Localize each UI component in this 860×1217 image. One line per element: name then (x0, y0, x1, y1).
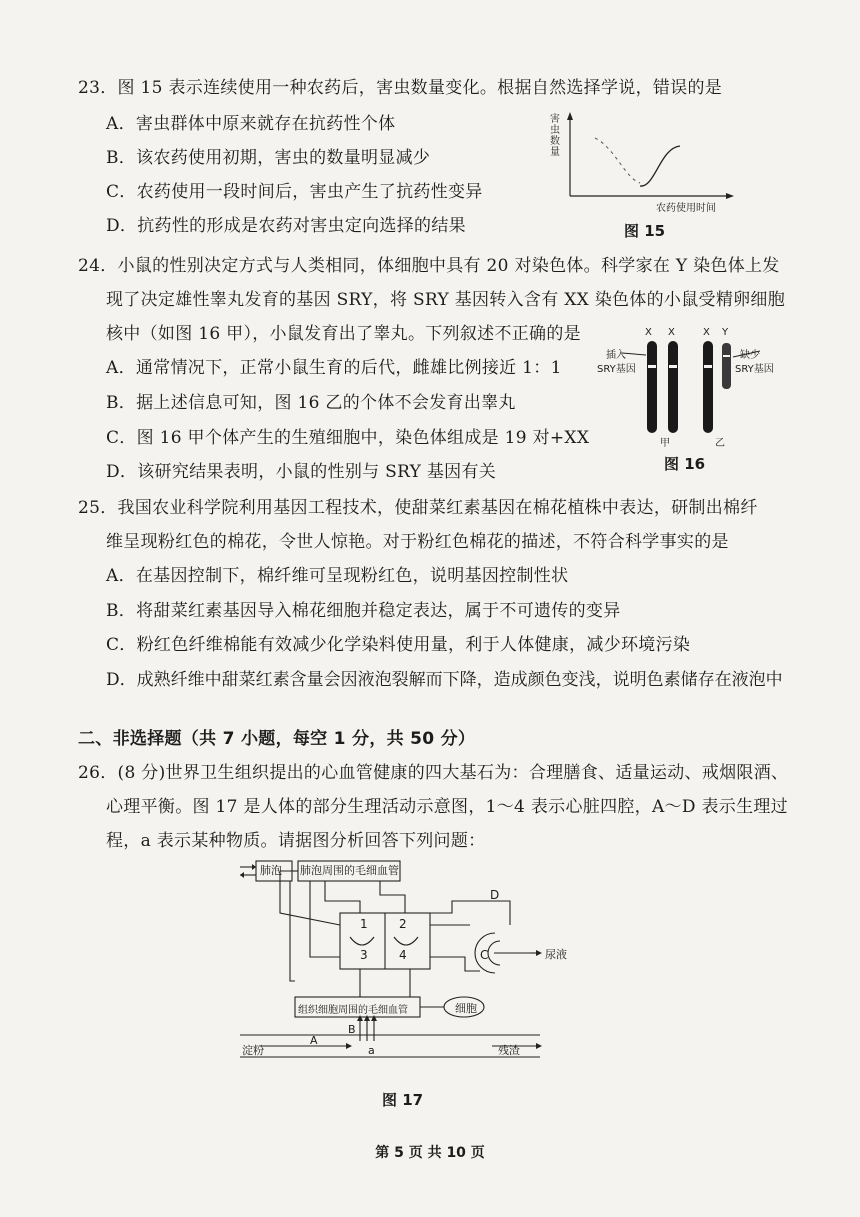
chromosome-x-3-label: X (703, 327, 710, 338)
figure-15-ylabel: 害虫数量 (550, 114, 560, 158)
q23-option-d: D．抗药性的形成是农药对害虫定向选择的结果 (106, 216, 466, 236)
figure-15-caption: 图 15 (624, 222, 666, 240)
chamber-1-label: 1 (360, 917, 368, 931)
process-b-label: B (348, 1023, 356, 1036)
chromosome-x-1-label: X (645, 327, 652, 338)
chromosome-x-2-label: X (668, 327, 675, 338)
alveoli-label: 肺泡 (260, 864, 282, 877)
process-a-label: A (310, 1034, 318, 1047)
q25-option-d: D．成熟纤维中甜菜红素含量会因液泡裂解而下降，造成颜色变浅，说明色素储存在液泡中 (106, 670, 783, 690)
q26-stem-line-2: 心理平衡。图 17 是人体的部分生理活动示意图，1～4 表示心脏四腔，A～D 表示生理过 (106, 797, 788, 817)
missing-label-line-2: SRY基因 (735, 364, 774, 375)
tissue-capillary-label: 组织细胞周围的毛细血管 (298, 1005, 408, 1016)
insert-label-line-2: SRY基因 (597, 364, 636, 375)
figure-16-caption: 图 16 (664, 455, 706, 473)
q23-option-b: B．该农药使用初期，害虫的数量明显减少 (106, 148, 431, 168)
q25-option-c: C．粉红色纤维棉能有效减少化学染料使用量，利于人体健康，减少环境污染 (106, 635, 691, 655)
q24-stem-line-2: 现了决定雄性睾丸发育的基因 SRY，将 SRY 基因转入含有 XX 染色体的小鼠受精卵细胞 (106, 290, 786, 310)
q24-option-d: D．该研究结果表明，小鼠的性别与 SRY 基因有关 (106, 462, 497, 482)
figure-16-chromosomes (600, 325, 790, 455)
starch-label: 淀粉 (242, 1044, 264, 1057)
process-c-label: C (480, 948, 489, 962)
q23-option-c: C．农药使用一段时间后，害虫产生了抗药性变异 (106, 182, 483, 202)
urine-label: 尿液 (545, 948, 567, 961)
chamber-2-label: 2 (399, 917, 407, 931)
q24-stem-line-1: 24．小鼠的性别决定方式与人类相同，体细胞中具有 20 对染色体。科学家在 Y 染色体上发 (78, 256, 780, 276)
q25-option-a: A．在基因控制下，棉纤维可呈现粉红色，说明基因控制性状 (106, 566, 569, 586)
q25-stem-line-2: 维呈现粉红色的棉花，令世人惊艳。对于粉红色棉花的描述，不符合科学事实的是 (106, 532, 729, 552)
q25-stem-line-1: 25．我国农业科学院利用基因工程技术，使甜菜红素基因在棉花植株中表达，研制出棉纤 (78, 498, 758, 518)
label-jia: 甲 (660, 438, 670, 449)
substance-a-label: a (368, 1044, 375, 1057)
q24-option-b: B．据上述信息可知，图 16 乙的个体不会发育出睾丸 (106, 393, 516, 413)
section-2-title: 二、非选择题（共 7 小题，每空 1 分，共 50 分） (78, 729, 476, 749)
residue-label: 残渣 (498, 1044, 520, 1057)
lung-capillary-label: 肺泡周围的毛细血管 (300, 864, 399, 877)
q23-stem: 23．图 15 表示连续使用一种农药后，害虫数量变化。根据自然选择学说，错误的是 (78, 78, 723, 98)
figure-17-diagram (230, 855, 560, 1065)
q24-option-a: A．通常情况下，正常小鼠生育的后代，雌雄比例接近 1：1 (106, 358, 562, 378)
figure-17-caption: 图 17 (382, 1091, 424, 1109)
q24-option-c: C．图 16 甲个体产生的生殖细胞中，染色体组成是 19 对+XX (106, 428, 590, 448)
cell-label: 细胞 (455, 1002, 477, 1015)
q26-stem-line-3: 程，a 表示某种物质。请据图分析回答下列问题： (106, 831, 486, 851)
chromosome-y-label: Y (722, 327, 729, 338)
page-footer: 第 5 页 共 10 页 (375, 1145, 485, 1161)
q23-option-a: A．害虫群体中原来就存在抗药性个体 (106, 114, 396, 134)
process-d-label: D (490, 888, 500, 902)
q24-stem-line-3: 核中（如图 16 甲），小鼠发育出了睾丸。下列叙述不正确的是 (106, 324, 581, 344)
chamber-4-label: 4 (399, 948, 407, 962)
q25-option-b: B．将甜菜红素基因导入棉花细胞并稳定表达，属于不可遗传的变异 (106, 601, 621, 621)
chamber-3-label: 3 (360, 948, 368, 962)
missing-label-line-1: 缺少 (740, 350, 760, 361)
label-yi: 乙 (715, 438, 725, 449)
q26-stem-line-1: 26．(8 分)世界卫生组织提出的心血管健康的四大基石为：合理膳食、适量运动、戒烟限酒、 (78, 763, 789, 783)
figure-15-xlabel: 农药使用时间 (656, 203, 716, 214)
insert-label-line-1: 插入 (606, 350, 626, 361)
